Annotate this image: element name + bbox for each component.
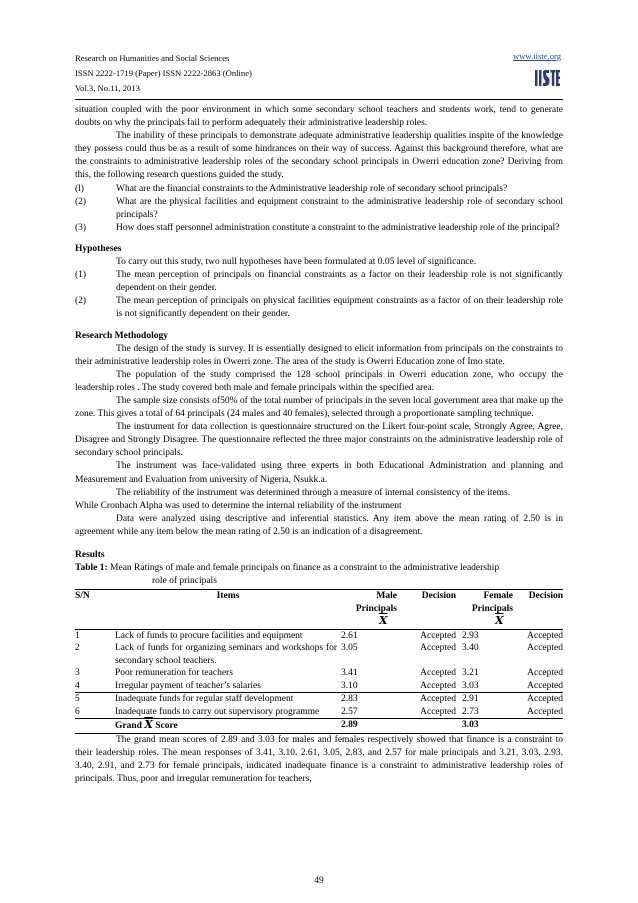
methodology-paragraph: The instrument for data collection is questionnaire structured on the Likert four-point scale, Strongly Agree, Agree, Disagree and Strongly Disagree. The questionnaire reflected the three major constraints on the administrative leadership role of secondary school principals. <box>75 422 563 459</box>
table-row: 6 Inadequate funds to carry out supervisory programme 2.57 Accepted 2.73 Accepted <box>75 706 563 717</box>
iiste-logo-icon <box>533 67 561 89</box>
page-number: 49 <box>314 876 324 886</box>
x-bar-symbol: $\overline{X}$ <box>494 614 504 628</box>
research-questions <box>75 183 563 235</box>
column-header-male: Male Principals $\overline{X}$ <box>355 591 397 628</box>
grand-score-row: Grand $\overline{X}$ Score 2.89 3.03 <box>75 719 563 734</box>
issn-line: ISSN 2222-1719 (Paper) ISSN 2222-2863 (Online) <box>75 68 252 78</box>
list-item: (l) What are the financial constraints to the Administrative leadership role of secondary school principals? <box>75 183 508 194</box>
finance-ratings-table <box>75 589 563 734</box>
list-item: (3) How does staff personnel administration constitute a constraint to the administrative leadership role of the principal? <box>75 222 560 233</box>
table-row: 3 Poor remuneration for teachers 3.41 Accepted 3.21 Accepted <box>75 668 563 679</box>
methodology-paragraph: The reliability of the instrument was determined through a measure of internal consistency of the items. <box>116 487 511 498</box>
column-header-items: Items <box>216 591 240 602</box>
column-header-decision: Decision <box>421 591 456 602</box>
results-discussion: The grand mean scores of 2.89 and 3.03 for males and females respectively showed that finance is a constraint to their leadership roles. The mean responses of 3.41, 3.10. 2.61, 3.05, 2.83, and 2.57 for male principals and 3.21, 3.03, 2.93. 3.40, 2.91, and 2.73 for female principals, indicated inadequate finance is a constraint to administrative leadership roles of principals. Thus, poor and irregular remuneration for teachers, <box>75 734 563 785</box>
column-header-female: Female Principals $\overline{X}$ <box>471 591 513 628</box>
page-header <box>75 51 563 99</box>
list-item: (2) The mean perception of principals on physical facilities equipment constraints as a factor of on their leadership role is not significantly dependent on their gender. <box>75 296 563 320</box>
hypotheses-heading: Hypotheses <box>75 243 122 254</box>
table-row: 5 Inadequate funds for regular staff development 2.83 Accepted 2.91 Accepted <box>75 694 563 705</box>
table-row: 1 Lack of funds to procure facilities and equipment 2.61 Accepted 2.93 Accepted <box>75 630 563 641</box>
methodology-paragraph: The sample size consists of50% of the total number of principals in the seven local government area that make up the zone. This gives a total of 64 principals (24 males and 40 females), selected through a proportionate sampling technique. <box>75 395 563 420</box>
x-bar-symbol: $\overline{X}$ <box>144 718 153 732</box>
methodology-paragraph: While Cronbach Alpha was used to determine the internal reliability of the instrument <box>75 500 402 511</box>
x-bar-symbol: $\overline{X}$ <box>378 614 388 628</box>
column-header-sn: S/N <box>75 591 90 602</box>
methodology-paragraph: The instrument was face-validated using three experts in both Educational Administration and planning and Measurement and Evaluation from university of Nigeria, Nsukk.a. <box>75 461 563 485</box>
volume-line: Vol.3, No.11, 2013 <box>75 83 140 93</box>
methodology-paragraph: Data were analyzed using descriptive and inferential statistics. Any item above the mean rating of 2.50 is in agreement while any item below the mean rating of 2.50 is an indication of a disagreement. <box>75 513 563 537</box>
list-item: (2) What are the physical facilities and equipment constraint to the administrative leadership role of secondary school principals? <box>75 196 563 220</box>
results-heading: Results <box>75 550 105 560</box>
intro-paragraph-2: The inability of these principals to demonstrate adequate administrative leadership qualities inspite of the knowledge they possess could thus be as a result of some hindrances on their way of success. Against this background therefore, what are the constraints to administrative leadership roles of the secondary school principals in Owerri education zone? Deriving from this, the following research questions guided the study. <box>75 131 563 181</box>
methodology-paragraph: The population of the study comprised the 128 school principals in Owerri education zone, who occupy the leadership roles . The study covered both male and female principals within the specified area. <box>75 369 563 393</box>
hypotheses-intro: To carry out this study, two null hypotheses have been formulated at 0.05 level of significance. <box>116 257 477 268</box>
column-header-decision-2: Decision <box>528 591 563 602</box>
methodology-paragraph: The design of the study is survey. It is essentially designed to elicit information from principals on the constraints to their administrative leadership roles in Owerri zone. The area of the study is Owerri Education zone of Imo state. <box>75 343 563 367</box>
methodology-heading: Research Methodology <box>75 330 168 341</box>
list-item: (1) The mean perception of principals on financial constraints as a factor on their leadership role is not significantly dependent on their gender. <box>75 270 563 294</box>
header-rule <box>75 99 563 100</box>
intro-paragraph-1: situation coupled with the poor environment in which some secondary school teachers and students work, tend to generate doubts on why the principals fail to perform adequately their administrative leadership roles. <box>75 105 563 129</box>
table-caption: Table 1: Mean Ratings of male and female principals on finance as a constraint to the administrative leadership role of principals <box>75 563 500 587</box>
journal-url-link[interactable]: www.iiste.org <box>513 51 561 61</box>
table-row: 2 Lack of funds for organizing seminars and workshops for secondary school teachers. 3.05 Accepted 3.40 Accepted <box>75 643 563 666</box>
journal-name: Research on Humanities and Social Sciences <box>75 53 230 63</box>
article-body <box>75 104 563 786</box>
table-row: 4 Irregular payment of teacher’s salaries 3.10 Accepted 3.03 Accepted <box>75 680 563 691</box>
